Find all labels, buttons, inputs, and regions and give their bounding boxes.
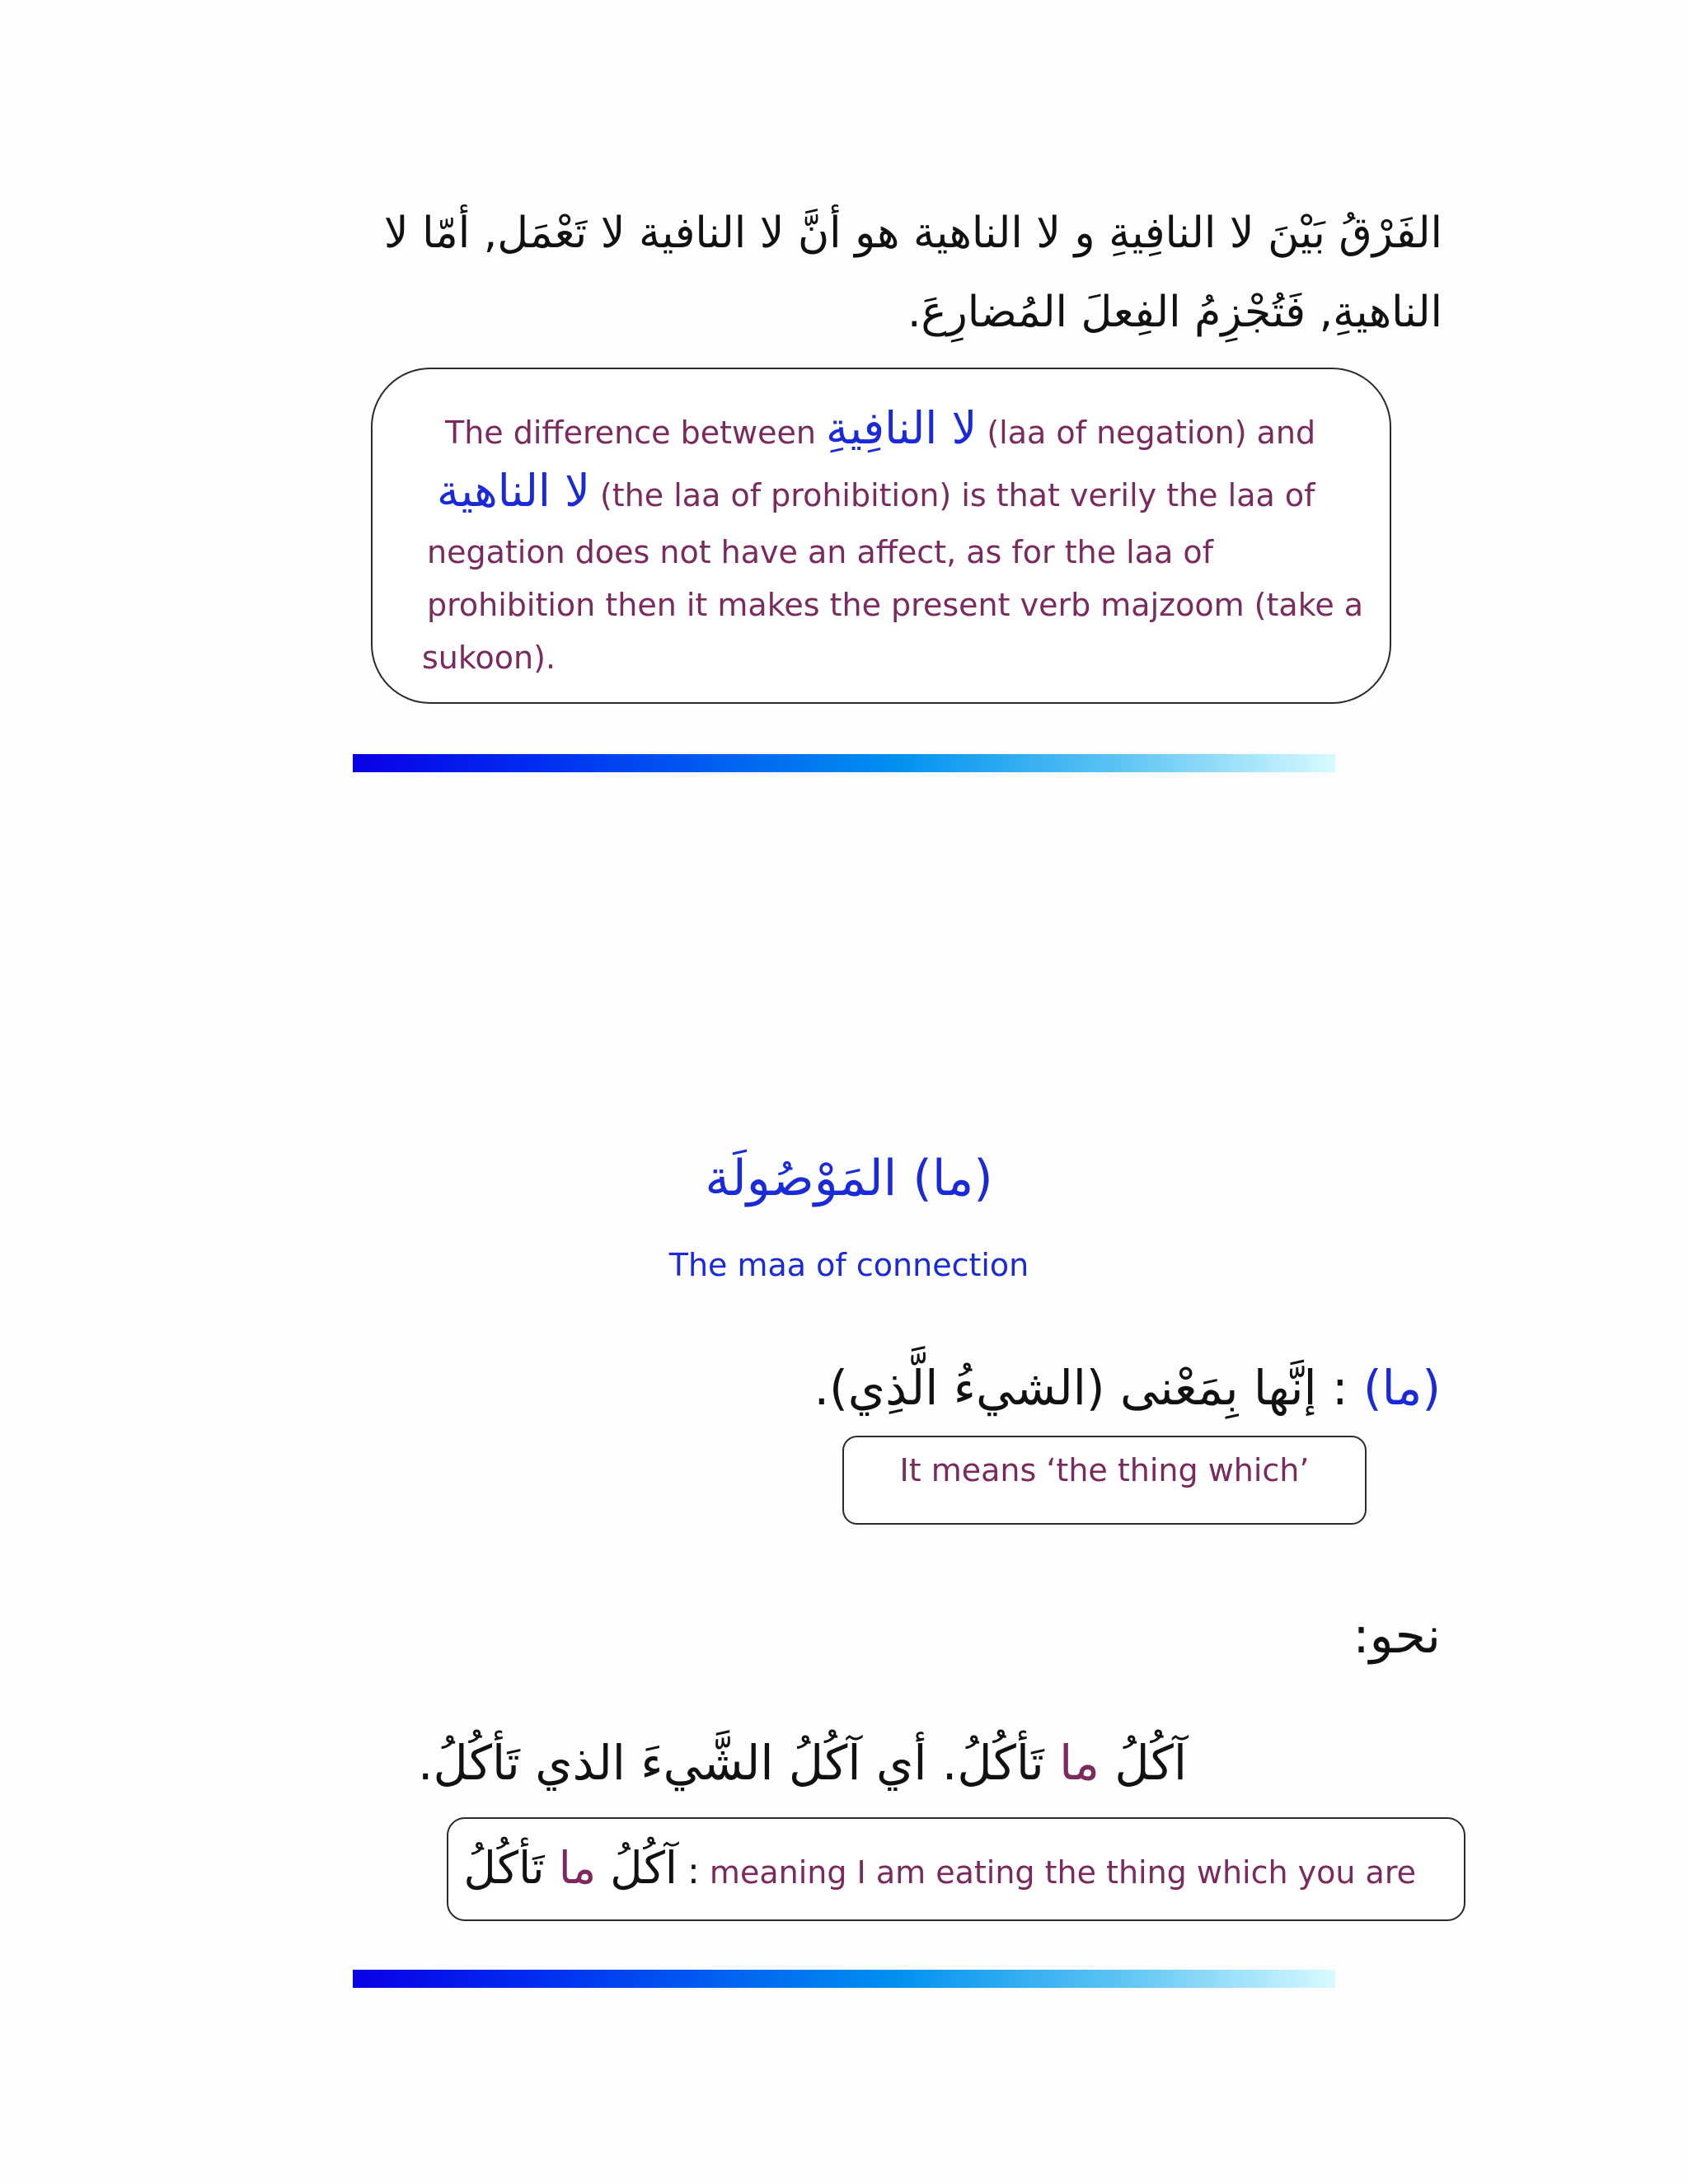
laa-box-line2-post: (the laa of prohibition) is that verily the laa of xyxy=(599,477,1315,513)
laa-nahiya-term: لا الناهية xyxy=(437,465,590,517)
nahw-label: نحو: xyxy=(1353,1607,1441,1665)
gradient-divider-top xyxy=(353,754,1335,772)
definition-colon: : xyxy=(1332,1360,1348,1416)
intro-arabic-paragraph xyxy=(379,194,1442,352)
laa-box-line1-post: (laa of negation) and xyxy=(987,415,1316,451)
example-maa: ما xyxy=(1059,1735,1100,1791)
maa-section-title: (ما) المَوْصُولَة xyxy=(705,1150,993,1207)
ex-box-ar-2: تَأكُلُ xyxy=(463,1842,545,1894)
ex-box-english: meaning I am eating the thing which you are xyxy=(709,1854,1416,1891)
example-part-1: آكُلُ xyxy=(1114,1735,1187,1791)
laa-box-line-5: sukoon). xyxy=(422,640,556,676)
laa-box-line1-pre: The difference between xyxy=(445,415,816,451)
ex-box-colon: : xyxy=(687,1850,700,1892)
definition-translation-text: It means ‘the thing which’ xyxy=(899,1452,1310,1488)
definition-text: إنَّها بِمَعْنى (الشيءُ الَّذِي). xyxy=(814,1360,1317,1416)
laa-box-line-1 xyxy=(445,402,1315,454)
intro-line-1: الفَرْقُ بَيْنَ لا النافِيةِ و لا الناهية هو أنَّ لا النافية لا تَعْمَل, أمّا لا xyxy=(383,209,1442,258)
gradient-divider-bottom xyxy=(353,1970,1335,1988)
laa-box-line-2 xyxy=(437,465,1315,517)
laa-nafiya-term: لا النافِيةِ xyxy=(826,402,978,454)
example-part-2: تَأكُلُ. أي آكُلُ الشَّيءَ الذي تَأكُلُ. xyxy=(418,1735,1044,1791)
maa-label: (ما) xyxy=(1363,1360,1441,1416)
laa-box-line-3: negation does not have an affect, as for the laa of xyxy=(427,534,1214,570)
intro-line-2: الناهيةِ, فَتُجْزِمُ الفِعلَ المُضارِعَ. xyxy=(907,288,1442,337)
definition-translation-box xyxy=(842,1436,1367,1525)
example-translation-line xyxy=(463,1842,1416,1894)
example-translation-box xyxy=(447,1817,1465,1921)
example-box-arabic xyxy=(463,1842,677,1894)
laa-box-line-4: prohibition then it makes the present verb majzoom (take a xyxy=(427,587,1364,623)
ex-box-ar-1: آكُلُ xyxy=(610,1842,678,1894)
maa-section-subtitle: The maa of connection xyxy=(668,1247,1029,1283)
ex-box-maa: ما xyxy=(558,1842,597,1894)
example-sentence xyxy=(418,1735,1187,1791)
maa-definition-line xyxy=(814,1360,1441,1416)
